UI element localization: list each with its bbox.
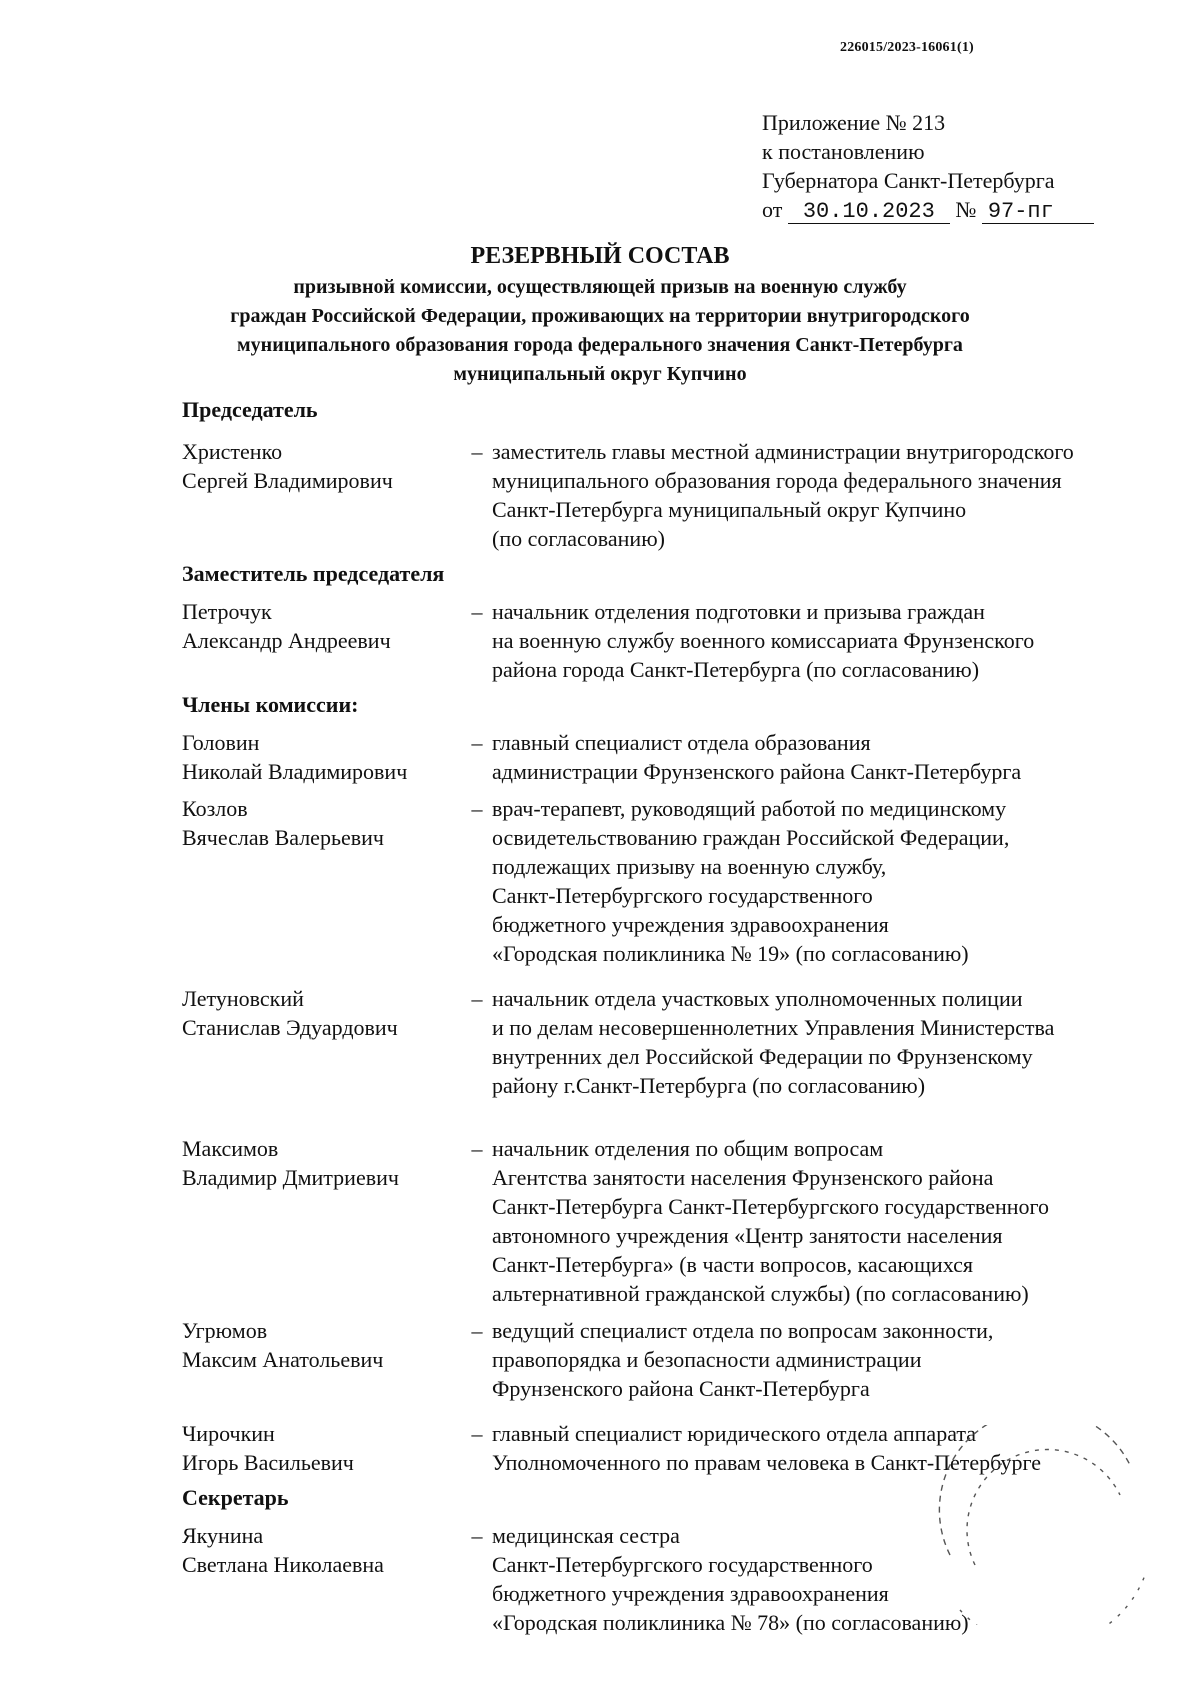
member-position: [492, 1134, 1132, 1308]
position-line: врач-терапевт, руководящий работой по медицинскому: [492, 796, 1007, 821]
member-row: [182, 437, 1142, 553]
section-chairman: Председатель: [182, 397, 318, 422]
position-line: внутренних дел Российской Федерации по Фрунзенскому: [492, 1044, 1033, 1069]
member-row: [182, 597, 1142, 684]
section-members: Члены комиссии:: [182, 692, 359, 717]
appendix-issuer: Губернатора Санкт-Петербурга: [762, 168, 1055, 193]
dash: –: [471, 796, 483, 821]
position-line: муниципального образования города федерального значения: [492, 468, 1062, 493]
member-given-names: Вячеслав Валерьевич: [182, 825, 384, 850]
position-line: района города Санкт-Петербурга (по согласованию): [492, 657, 980, 682]
member-surname: Козлов: [182, 796, 248, 821]
position-line: «Городская поликлиника № 78» (по согласованию): [492, 1610, 969, 1635]
member-name: [182, 597, 462, 684]
position-line: «Городская поликлиника № 19» (по согласованию): [492, 941, 969, 966]
position-line: Уполномоченного по правам человека в Санкт-Петербурге: [492, 1450, 1042, 1475]
member-given-names: Сергей Владимирович: [182, 468, 393, 493]
member-position: [492, 437, 1132, 553]
position-line: автономного учреждения «Центр занятости населения: [492, 1223, 1003, 1248]
position-line: Фрунзенского района Санкт-Петербурга: [492, 1376, 870, 1401]
position-line: Санкт-Петербурга Санкт-Петербургского государственного: [492, 1194, 1049, 1219]
document-title: [0, 240, 1200, 388]
dash: –: [471, 730, 483, 755]
appendix-header: [762, 108, 1094, 224]
position-line: Санкт-Петербурга» (в части вопросов, касающихся: [492, 1252, 973, 1277]
section-deputy: Заместитель председателя: [182, 561, 445, 586]
member-name: [182, 1521, 462, 1637]
member-position: [492, 984, 1132, 1100]
decree-number: 97-пг: [982, 201, 1094, 224]
position-line: на военную службу военного комиссариата Фрунзенского: [492, 628, 1035, 653]
member-name: [182, 1419, 462, 1477]
position-line: заместитель главы местной администрации внутригородского: [492, 439, 1074, 464]
dash: –: [471, 1318, 483, 1343]
position-line: бюджетного учреждения здравоохранения: [492, 1581, 889, 1606]
position-line: и по делам несовершеннолетних Управления Министерства: [492, 1015, 1055, 1040]
appendix-number: Приложение № 213: [762, 110, 946, 135]
decree-date: 30.10.2023: [788, 201, 950, 224]
member-position: [492, 794, 1132, 968]
member-given-names: Николай Владимирович: [182, 759, 408, 784]
member-name: [182, 1134, 462, 1308]
position-line: Санкт-Петербургского государственного: [492, 1552, 873, 1577]
appendix-ref: к постановлению: [762, 139, 925, 164]
title-sub-3: муниципального образования города федерального значения Санкт-Петербурга: [237, 334, 963, 356]
member-position: [492, 597, 1132, 684]
position-line: правопорядка и безопасности администрации: [492, 1347, 922, 1372]
number-label: №: [955, 197, 977, 222]
position-line: Санкт-Петербурга муниципальный округ Купчино: [492, 497, 967, 522]
position-line: администрации Фрунзенского района Санкт-Петербурга: [492, 759, 1022, 784]
position-line: бюджетного учреждения здравоохранения: [492, 912, 889, 937]
dash: –: [471, 599, 483, 624]
document-id: 226015/2023-16061(1): [840, 40, 974, 55]
position-line: подлежащих призыву на военную службу,: [492, 854, 887, 879]
member-row: [182, 794, 1142, 968]
member-row: [182, 728, 1142, 786]
member-given-names: Александр Андреевич: [182, 628, 391, 653]
title-sub-1: призывной комиссии, осуществляющей призыв на военную службу: [293, 276, 907, 298]
member-surname: Якунина: [182, 1523, 264, 1548]
member-surname: Петрочук: [182, 599, 272, 624]
position-line: начальник отделения по общим вопросам: [492, 1136, 884, 1161]
position-line: главный специалист отдела образования: [492, 730, 871, 755]
member-surname: Христенко: [182, 439, 283, 464]
position-line: главный специалист юридического отдела аппарата: [492, 1421, 977, 1446]
member-name: [182, 1316, 462, 1403]
member-position: [492, 1316, 1132, 1403]
member-given-names: Максим Анатольевич: [182, 1347, 384, 1372]
member-name: [182, 437, 462, 553]
title-sub-2: граждан Российской Федерации, проживающих на территории внутригородского: [230, 305, 970, 327]
section-secretary: Секретарь: [182, 1485, 289, 1510]
member-surname: Головин: [182, 730, 260, 755]
member-row: [182, 1316, 1142, 1403]
dash: –: [471, 1421, 483, 1446]
position-line: Санкт-Петербургского государственного: [492, 883, 873, 908]
position-line: району г.Санкт-Петербурга (по согласованию): [492, 1073, 926, 1098]
position-line: освидетельствованию граждан Российской Федерации,: [492, 825, 1010, 850]
position-line: медицинская сестра: [492, 1523, 680, 1548]
member-surname: Угрюмов: [182, 1318, 268, 1343]
dash: –: [471, 986, 483, 1011]
member-name: [182, 794, 462, 968]
position-line: ведущий специалист отдела по вопросам законности,: [492, 1318, 994, 1343]
member-name: [182, 728, 462, 786]
member-surname: Чирочкин: [182, 1421, 275, 1446]
position-line: начальник отделения подготовки и призыва граждан: [492, 599, 985, 624]
member-name: [182, 984, 462, 1100]
member-row: [182, 1134, 1142, 1308]
appendix-date-line: [762, 195, 1094, 224]
member-given-names: Светлана Николаевна: [182, 1552, 384, 1577]
member-row: [182, 984, 1142, 1100]
title-sub-4: муниципальный округ Купчино: [453, 363, 747, 385]
position-line: Агентства занятости населения Фрунзенского района: [492, 1165, 994, 1190]
member-given-names: Игорь Васильевич: [182, 1450, 354, 1475]
dash: –: [471, 439, 483, 464]
dash: –: [471, 1136, 483, 1161]
dash: –: [471, 1523, 483, 1548]
position-line: (по согласованию): [492, 526, 665, 551]
from-label: от: [762, 197, 783, 222]
round-seal-stamp-icon: [930, 1425, 1160, 1625]
member-given-names: Владимир Дмитриевич: [182, 1165, 399, 1190]
position-line: альтернативной гражданской службы) (по согласованию): [492, 1281, 1029, 1306]
position-line: начальник отдела участковых уполномоченных полиции: [492, 986, 1023, 1011]
member-position: [492, 728, 1132, 786]
title-main: РЕЗЕРВНЫЙ СОСТАВ: [470, 243, 730, 269]
member-surname: Максимов: [182, 1136, 279, 1161]
member-surname: Летуновский: [182, 986, 304, 1011]
member-given-names: Станислав Эдуардович: [182, 1015, 398, 1040]
